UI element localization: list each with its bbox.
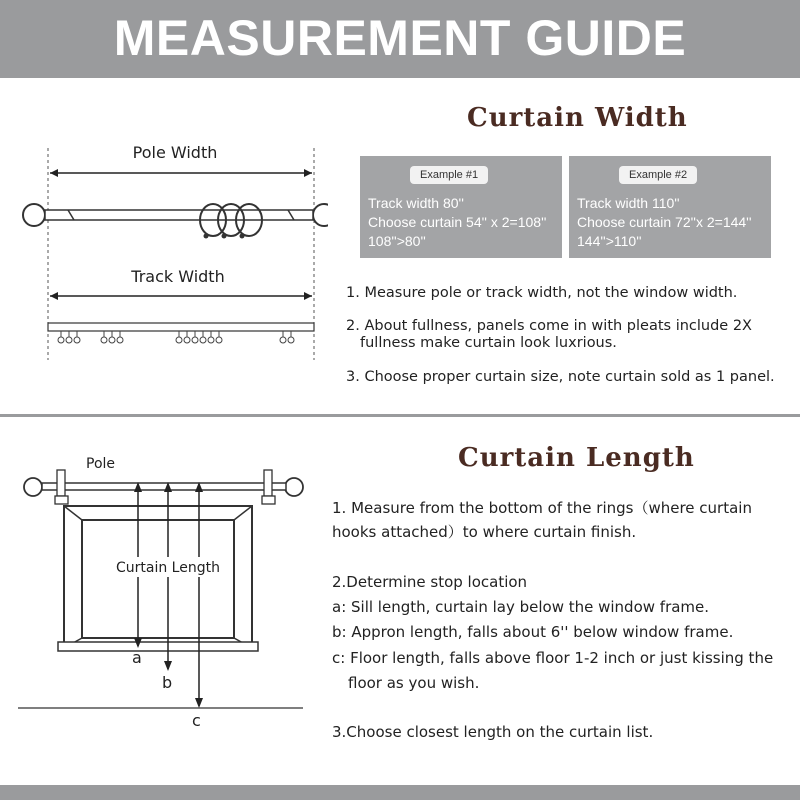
length-step-1: 1. Measure from the bottom of the rings（where curtain	[332, 499, 752, 517]
example-1-line-2: Choose curtain 54'' x 2=108''	[368, 214, 547, 230]
width-step-3: 3. Choose proper curtain size, note curtain sold as 1 panel.	[346, 369, 775, 385]
section-divider	[0, 414, 800, 417]
length-step-c-cont: floor as you wish.	[348, 674, 480, 692]
length-step-a: a: Sill length, curtain lay below the window frame.	[332, 598, 710, 616]
width-step-2: 2. About fullness, panels come in with pleats include 2X	[346, 318, 752, 334]
length-step-3: 3.Choose closest length on the curtain list.	[332, 723, 654, 741]
pole-label: Pole	[86, 456, 116, 472]
width-step-1: 1. Measure pole or track width, not the window width.	[346, 285, 738, 301]
page-title: MEASUREMENT GUIDE	[113, 10, 687, 66]
example-1-line-1: Track width 80''	[368, 195, 464, 211]
width-diagram	[18, 140, 328, 365]
example-2-line-2: Choose curtain 72''x 2=144''	[577, 214, 752, 230]
track-width-label: Track Width	[131, 267, 225, 286]
header-banner	[0, 0, 800, 78]
footer-bar	[0, 785, 800, 800]
label-a: a	[132, 648, 142, 667]
length-step-2: 2.Determine stop location	[332, 573, 528, 591]
width-step-2-cont: fullness make curtain look luxrious.	[360, 335, 617, 351]
curtain-length-title: Curtain Length	[458, 443, 695, 473]
example-2-box	[569, 156, 771, 258]
curtain-width-title: Curtain Width	[467, 103, 688, 133]
length-diagram	[18, 448, 308, 733]
example-2-line-1: Track width 110''	[577, 195, 680, 211]
curtain-length-label: Curtain Length	[116, 560, 220, 576]
example-2-line-3: 144''>110''	[577, 233, 642, 249]
length-step-b: b: Appron length, falls about 6'' below window frame.	[332, 623, 734, 641]
example-2-label: Example #2	[619, 166, 697, 184]
example-1-box	[360, 156, 562, 258]
example-1-line-3: 108''>80''	[368, 233, 426, 249]
length-step-c: c: Floor length, falls above floor 1-2 inch or just kissing the	[332, 649, 774, 667]
label-c: c	[192, 711, 201, 730]
pole-width-label: Pole Width	[132, 143, 218, 162]
example-1-label: Example #1	[410, 166, 488, 184]
length-step-1-cont: hooks attached）to where curtain finish.	[332, 523, 637, 541]
label-b: b	[162, 673, 173, 692]
